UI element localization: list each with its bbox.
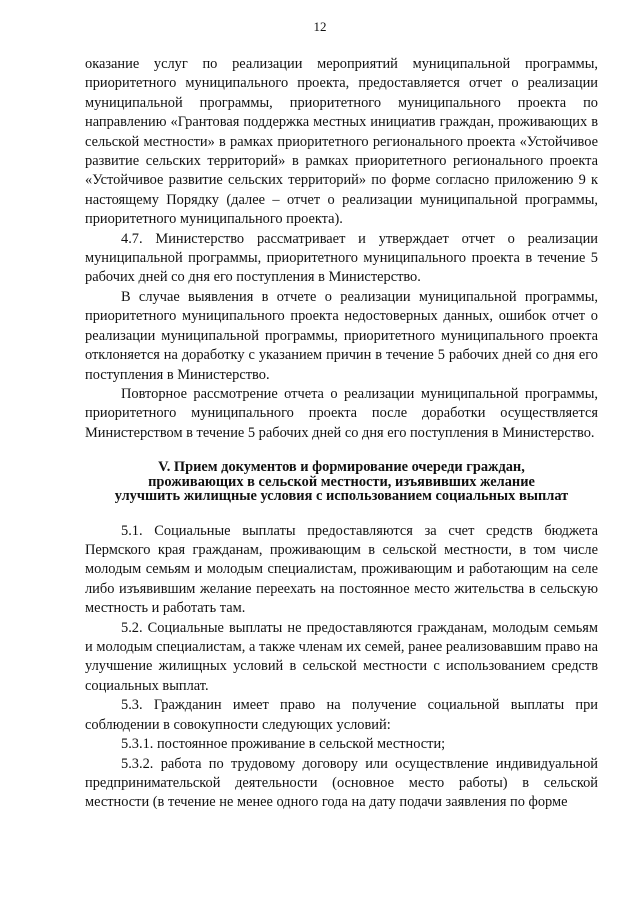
- paragraph-5-2: 5.2. Социальные выплаты не предоставляются гражданам, молодым семьям и молодым специалистам, а также членам их семей, ранее реализовавшим право на улучшение жилищных условий в сельской местности с использованием средств социальных выплат.: [85, 619, 598, 694]
- paragraph-5-3-2: 5.3.2. работа по трудовому договору или осуществление индивидуальной предпринимательской деятельности (основное место работы) в сельской местности (в течение не менее одного года на дату подачи заявления по форме: [85, 755, 598, 811]
- section-heading-line: V. Прием документов и формирование очереди граждан,: [158, 459, 525, 476]
- page-number: 12: [313, 19, 327, 34]
- section-heading: [85, 460, 598, 504]
- paragraph-report-errors: В случае выявления в отчете о реализации муниципальной программы, приоритетного муниципального проекта недостоверных данных, ошибок отчет о реализации муниципальной программы, приоритетного муниципального проекта отклоняется на доработку с указанием причин в течение 5 рабочих дней со дня его поступления в Министерство.: [85, 288, 598, 383]
- section-heading-line: проживающих в сельской местности, изъявивших желание: [148, 473, 535, 490]
- section-heading-line: улучшить жилищные условия с использованием социальных выплат: [114, 488, 569, 505]
- paragraph-5-1: 5.1. Социальные выплаты предоставляются за счет средств бюджета Пермского края гражданам, проживающим в сельской местности, в том числе молодым семьям и молодым специалистам, проживающим и работающим на селе либо изъявившим желание переехать на постоянное место жительства в сельскую местность и работать там.: [85, 522, 598, 617]
- paragraph-continuation: оказание услуг по реализации мероприятий муниципальной программы, приоритетного муниципального проекта, предоставляется отчет о реализации муниципальной программы, приоритетного муниципального проекта по направлению «Грантовая поддержка местных инициатив граждан, проживающих в сельской местности» в рамках приоритетного регионального проекта «Устойчивое развитие сельских территорий» в рамках приоритетного регионального проекта «Устойчивое развитие сельских территорий» по форме согласно приложению 9 к настоящему Порядку (далее – отчет о реализации муниципальной программы, приоритетного муниципального проекта).: [85, 56, 598, 228]
- paragraph-5-3-1: 5.3.1. постоянное проживание в сельской местности;: [121, 736, 446, 753]
- document-body: [85, 55, 598, 813]
- paragraph-5-3: 5.3. Гражданин имеет право на получение социальной выплаты при соблюдении в совокупности следующих условий:: [85, 697, 598, 733]
- paragraph-repeat-review: Повторное рассмотрение отчета о реализации муниципальной программы, приоритетного муниципального проекта после доработки осуществляется Министерством в течение 5 рабочих дней со дня его поступления в Министерство.: [85, 385, 598, 441]
- paragraph-4-7: 4.7. Министерство рассматривает и утверждает отчет о реализации муниципальной программы, приоритетного муниципального проекта в течение 5 рабочих дней со дня его поступления в Министерство.: [85, 230, 598, 286]
